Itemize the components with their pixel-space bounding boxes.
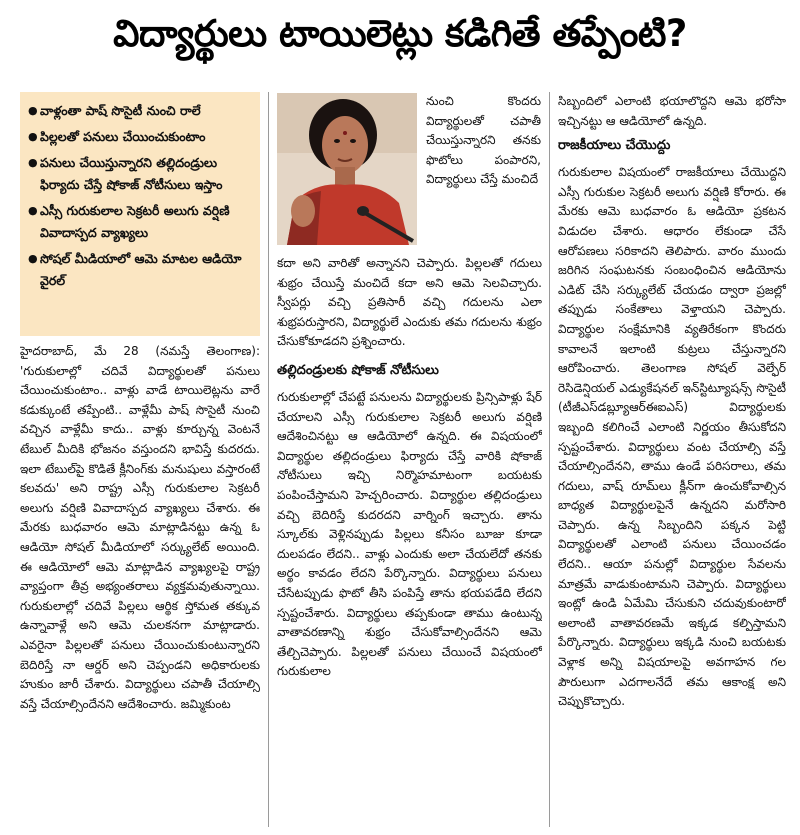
highlight-item xyxy=(28,100,252,122)
article-paragraph: సిబ్బందిలో ఎలాంటి భయాలొద్దని ఆమె భరోసా ఇచ్చినట్టు ఆ ఆడియోలో ఉన్నది. xyxy=(558,94,786,128)
bullet-icon: ● xyxy=(28,252,38,265)
article-column-2-top xyxy=(426,92,541,252)
article-paragraph: గురుకులాల్లో చేపట్టే పనులను విద్యార్థులకు ప్రిన్సిపాళ్లు షేర్ చేయాలని ఎస్సీ గురుకులాల సెక్రటరీ అలుగు వర్షిణి ఆదేశించినట్టు ఆ ఆడియోలో ఉన్నది. ఈ విషయంలో విద్యార్థుల తల్లిదండ్రులు ఫిర్యాదు చేస్తే వారికి షోకాజ్ నోటీసులు ఇచ్చి నిర్మొహమాటంగా బయటకు పంపించేస్తామని హెచ్చరించారు. విద్యార్థుల తల్లిదండ్రులు వచ్చి బెదిరిస్తే కుదరదని వార్నింగ్ ఇచ్చారు. తాను స్కూల్‌కు వెళ్లినప్పుడు పిల్లలు కనీసం బూజు కూడా దులపడం లేదని.. వాళ్లు ఎందుకు అలా చేయలేదో తనకు అర్థం కావడం లేదని పేర్కొన్నారు. విద్యార్థులు పనులు చేసేటప్పుడు ఫొటో తీసి పంపిస్తే తాను భయపడేది లేదని స్పష్టంచేశారు. విద్యార్థులు తప్పకుండా తాము ఉంటున్న వాతావరణాన్ని శుభ్రం చేసుకోవాల్సిందేనని ఆమె తేల్చిచెప్పారు. పిల్లలతో పనులు చేయించే విషయంలో గురుకులాల xyxy=(277,389,542,679)
bullet-icon: ● xyxy=(28,156,38,169)
highlight-text: పిల్లలతో పనులు చేయించుకుంటాం xyxy=(40,129,206,144)
highlights-box xyxy=(20,92,260,336)
highlight-text: సోషల్ మీడియాలో ఆమె మాటల ఆడియో వైరల్ xyxy=(40,251,242,288)
highlight-text: పనులు చేయిస్తున్నారని తల్లిదండ్రులు ఫిర్యాదు చేస్తే షోకాజ్ నోటీసులు ఇస్తాం xyxy=(40,155,223,192)
highlight-item xyxy=(28,152,252,196)
highlight-text: ఎస్సీ గురుకులాల సెక్రటరీ అలుగు వర్షిణి వివాదాస్పద వ్యాఖ్యలు xyxy=(40,203,230,240)
article-column-2 xyxy=(277,254,542,824)
portrait-photo xyxy=(277,93,417,245)
article-paragraph: కదా అని వారితో అన్నానని చెప్పారు. పిల్లలతో గదులు శుభ్రం చేయిస్తే మంచిదే కదా అని ఆమె సెలవిచ్చారు. స్వీపర్లు వచ్చి ప్రతిసారీ వచ్చి గదులను ఎలా శుభ్రపరుస్తారని, విద్యార్థులే ఎందుకు తమ గదులను శుభ్రం చేసుకోకూడదని ప్రశ్నించారు. xyxy=(277,256,542,349)
highlight-item xyxy=(28,248,252,292)
column-divider xyxy=(549,92,550,827)
article-paragraph: నుంచి కొందరు విద్యార్థులతో చపాతీ చేయిస్తున్నారని తనకు ఫొటోలు పంపారని, విద్యార్థులు చేస్తే మంచిదే xyxy=(426,94,541,187)
headline: విద్యార్థులు టాయిలెట్లు కడిగితే తప్పేంటి? xyxy=(113,12,687,55)
portrait-illustration xyxy=(277,93,417,245)
article-paragraph: గురుకులాల విషయంలో రాజకీయాలు చేయొద్దని ఎస్సీ గురుకుల సెక్రటరీ అలుగు వర్షిణి కోరారు. ఈ మేరకు ఆమె బుధవారం ఓ ఆడియో ప్రకటన విడుదల చేశారు. ఆధారం లేకుండా చేసే ఆరోపణలు సరికాదని తెలిపారు. వారం ముందు జరిగిన సంఘటనకు సంబంధించిన ఆడియోను ఎడిట్ చేసి సర్క్యులేట్ చేయడం ద్వారా ప్రజల్లో తప్పుడు సంకేతాలు వెళ్తాయని చెప్పారు. విద్యార్థుల సంక్షేమానికి వ్యతిరేకంగా కొందరు కావాలనే ఇలాంటి కుట్రలు చేస్తున్నారని ఆరోపించారు. తెలంగాణ సోషల్ వెల్ఫేర్ రెసిడెన్షియల్ ఎడ్యుకేషనల్ ఇన్‌స్టిట్యూషన్స్ సొసైటీ (టీజీఎస్‌డబ్ల్యూఆర్‌ఈఐఎస్) విద్యార్థులకు ఇబ్బంది కలిగించే ఎలాంటి నిర్ణయం తీసుకోదని స్పష్టంచేశారు. విద్యార్థులు వంట చేయాల్సి వస్తే చేయాల్సిందేనని, తాము ఉండే పరిసరాలు, తమ గదులు, వాష్ రూమ్‌లు క్లీన్‌గా ఉంచుకోవాల్సిన బాధ్యత విద్యార్థులపైనే ఉన్నదని మరోసారి చెప్పారు. ఉన్న సిబ్బందిని పక్కన పెట్టి విద్యార్థులతో ఎలాంటి పనులు చేయించడం లేదని.. ఆయా పనుల్లో విద్యార్థుల సేవలను మాత్రమే వాడుకుంటామని చెప్పారు. విద్యార్థులు ఇంట్లో ఉండి ఏమేమి చేసుకుని చదువుకుంటారో అలాంటి వాతావరణమే ఇక్కడ కల్పిస్తామని పేర్కొన్నారు. విద్యార్థులు ఇక్కడి నుంచి బయటకు వెళ్లాక అన్ని విషయాలపై అవగాహన గల పౌరులుగా ఎదగాలనేదే తమ ఆకాంక్ష అని చెప్పుకొచ్చారు. xyxy=(558,165,786,709)
subheading: తల్లిదండ్రులకు షోకాజ్ నోటీసులు xyxy=(277,362,439,378)
column-divider xyxy=(268,92,269,827)
highlight-item xyxy=(28,126,252,148)
bullet-icon: ● xyxy=(28,204,38,217)
highlight-text: వాళ్లంతా పాష్ సొసైటీ నుంచి రాలే xyxy=(40,103,201,118)
subheading: రాజకీయాలు చేయొద్దు xyxy=(558,138,671,154)
bullet-icon: ● xyxy=(28,130,38,143)
bullet-icon: ● xyxy=(28,104,38,117)
article-paragraph: హైదరాబాద్, మే 28 (నమస్తే తెలంగాణ): 'గురుకులాల్లో చదివే విద్యార్థులతో పనులు చేయించుకుంటాం.. వాళ్లు వాడే టాయిలెట్లను వారే కడుక్కుంటే తప్పేంటి.. వాళ్లేమీ పాష్ సొసైటీ నుంచి వచ్చిన వాళ్లేమీ కాదు.. వాళ్లు కూర్చున్న వెంటనే టేబుల్ మీదికి భోజనం వస్తుందని భావిస్తే కుదరదు. ఇలా టేబుల్‌పై కొడితే క్లీనింగ్‌కు మనుషులు వస్తారంటే కలవదు' అని రాష్ట్ర ఎస్సీ గురుకులాల సెక్రటరీ అలుగు వర్షిణి వివాదాస్పద వ్యాఖ్యలు చేశారు. ఈ మేరకు బుధవారం ఆమె మాట్లాడినట్టు ఉన్న ఓ ఆడియో సోషల్ మీడియాలో సర్క్యులేట్ అయింది. ఈ ఆడియోలో ఆమె మాట్లాడిన వ్యాఖ్యలపై రాష్ట్ర వ్యాప్తంగా తీవ్ర అభ్యంతరాలు వ్యక్తమవుతున్నాయి. గురుకులాల్లో చదివే పిల్లలు ఆర్థిక స్తోమత తక్కువ ఉన్నావాళ్లే అని ఆమె చులకనగా మాట్లాడారు. ఎవరైనా పిల్లలతో పనులు చేయించుకుంటున్నారని బెదిరిస్తే నా ఆర్డర్ అని చెప్పండని అధికారులకు హుకుం జారీ చేశారు. విద్యార్థులు చపాతీ చేయాల్సి వస్తే చేయాల్సిందేనని ఆదేశించారు. జమ్మికుంట xyxy=(20,344,260,711)
article-column-3 xyxy=(558,92,786,827)
highlight-item xyxy=(28,200,252,244)
article-column-1 xyxy=(20,342,260,827)
